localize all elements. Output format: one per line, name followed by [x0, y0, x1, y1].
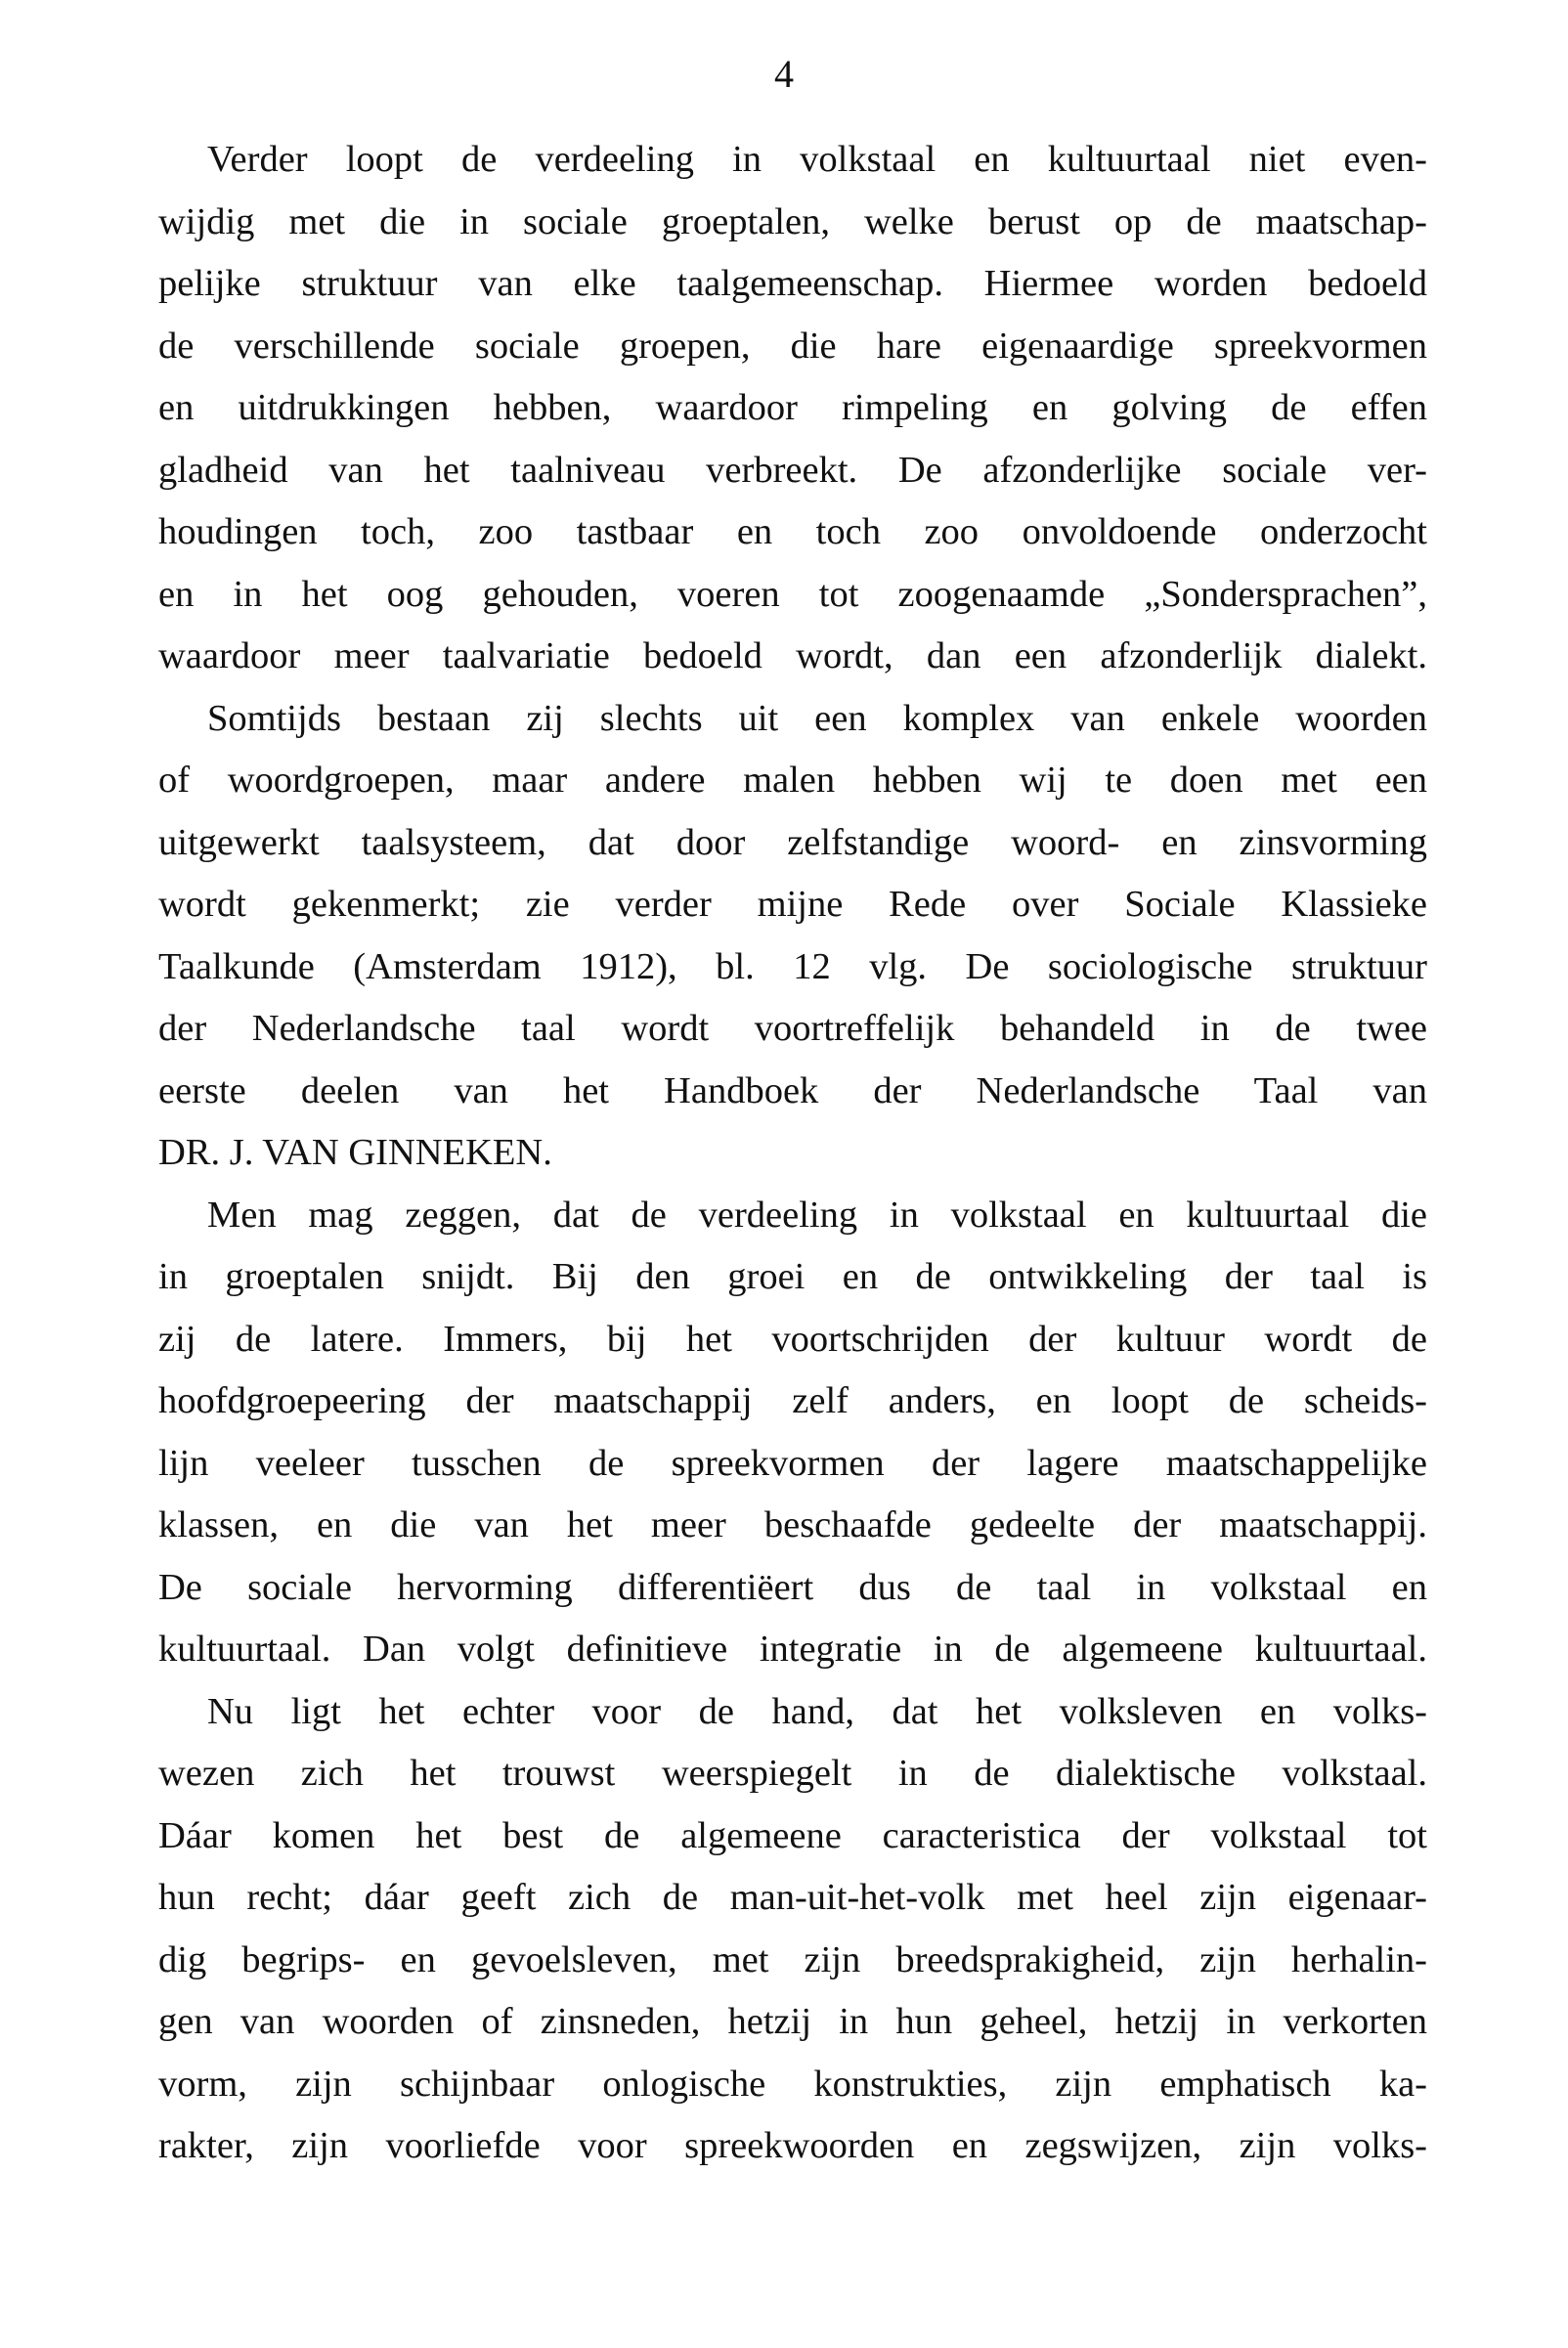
text-line: wordt gekenmerkt; zie verder mijne Rede over Sociale Klassieke: [158, 884, 1427, 925]
text-line: Verder loopt de verdeeling in volkstaal en kultuurtaal niet even-: [207, 139, 1427, 180]
text-line: Taalkunde (Amsterdam 1912), bl. 12 vlg. De sociologische struktuur: [158, 945, 1427, 987]
text-line: dig begrips- en gevoelsleven, met zijn breedsprakigheid, zijn herhalin-: [158, 1938, 1427, 1980]
text-line: Men mag zeggen, dat de verdeeling in volkstaal en kultuurtaal die: [207, 1194, 1427, 1236]
text-line: waardoor meer taalvariatie bedoeld wordt, dan een afzonderlijk dialekt.: [158, 635, 1427, 676]
page-number: 4: [774, 52, 794, 96]
text-line: uitgewerkt taalsysteem, dat door zelfstandige woord- en zinsvorming: [158, 821, 1427, 863]
text-line: wezen zich het trouwst weerspiegelt in de dialektische volkstaal.: [158, 1753, 1427, 1794]
text-line: kultuurtaal. Dan volgt definitieve integratie in de algemeene kultuurtaal.: [158, 1629, 1427, 1670]
text-line: klassen, en die van het meer beschaafde gedeelte der maatschappij.: [158, 1504, 1427, 1545]
text-line: wijdig met die in sociale groeptalen, welke berust op de maatschap-: [158, 200, 1427, 242]
text-line: eerste deelen van het Handboek der Nederlandsche Taal van: [158, 1069, 1427, 1111]
paragraph-4: [158, 1681, 1427, 2178]
text-line: der Nederlandsche taal wordt voortreffelijk behandeld in de twee: [158, 1008, 1427, 1049]
text-line: vorm, zijn schijnbaar onlogische konstrukties, zijn emphatisch ka-: [158, 2063, 1427, 2105]
text-line: Nu ligt het echter voor de hand, dat het volksleven en volks-: [207, 1690, 1427, 1732]
text-line: hun recht; dáar geeft zich de man-uit-het-volk met heel zijn eigenaar-: [158, 1877, 1427, 1918]
text-line: in groeptalen snijdt. Bij den groei en de ontwikkeling der taal is: [158, 1256, 1427, 1297]
text-line: Dáar komen het best de algemeene caracteristica der volkstaal tot: [158, 1814, 1427, 1856]
text-line: pelijke struktuur van elke taalgemeenschap. Hiermee worden bedoeld: [158, 263, 1427, 304]
text-line: DR. J. VAN GINNEKEN.: [158, 1132, 552, 1173]
text-line: houdingen toch, zoo tastbaar en toch zoo onvoldoende onderzocht: [158, 511, 1427, 552]
text-line: de verschillende sociale groepen, die hare eigenaardige spreekvormen: [158, 325, 1427, 367]
text-line: De sociale hervorming differentiëert dus de taal in volkstaal en: [158, 1566, 1427, 1608]
paragraph-2: [158, 688, 1427, 1185]
paragraph-3: [158, 1185, 1427, 1681]
text-line: en in het oog gehouden, voeren tot zoogenaamde „Sondersprachen”,: [158, 573, 1427, 615]
text-line: hoofdgroepeering der maatschappij zelf anders, en loopt de scheids-: [158, 1380, 1427, 1421]
text-line: en uitdrukkingen hebben, waardoor rimpeling en golving de effen: [158, 387, 1427, 428]
text-line: of woordgroepen, maar andere malen hebben wij te doen met een: [158, 760, 1427, 801]
body-text: [158, 129, 1427, 2178]
text-line: gladheid van het taalniveau verbreekt. De afzonderlijke sociale ver-: [158, 449, 1427, 491]
text-line: rakter, zijn voorliefde voor spreekwoorden en zegswijzen, zijn volks-: [158, 2125, 1427, 2166]
text-line: gen van woorden of zinsneden, hetzij in hun geheel, hetzij in verkorten: [158, 2001, 1427, 2042]
text-line: lijn veeleer tusschen de spreekvormen der lagere maatschappelijke: [158, 1442, 1427, 1484]
paragraph-1: [158, 129, 1427, 688]
text-line: Somtijds bestaan zij slechts uit een komplex van enkele woorden: [207, 697, 1427, 739]
text-line: zij de latere. Immers, bij het voortschrijden der kultuur wordt de: [158, 1318, 1427, 1360]
